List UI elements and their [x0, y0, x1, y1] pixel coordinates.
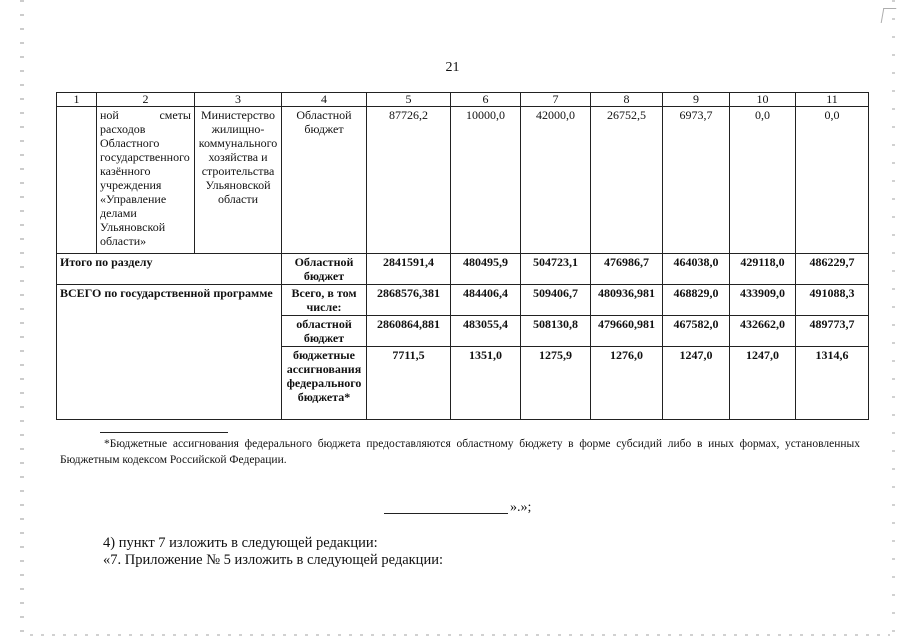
- column-number: 1: [57, 93, 97, 107]
- activity-description: ной сметы расходов Областного государственного казённого учреждения «Управление делами Ульяновской области»: [97, 107, 195, 254]
- value-cell: 479660,981: [591, 316, 663, 347]
- value-cell: 2841591,4: [367, 254, 451, 285]
- section-total-label: Итого по разделу: [57, 254, 282, 285]
- value-cell: 1314,6: [796, 347, 869, 420]
- value-cell: 509406,7: [521, 285, 591, 316]
- value-cell: 42000,0: [521, 107, 591, 254]
- footnote: *Бюджетные ассигнования федерального бюджета предоставляются областному бюджету в форме субсидий либо в иных формах, установленных Бюджетным кодексом Российской Федерации.: [60, 438, 860, 466]
- program-total-row: [57, 285, 869, 316]
- funding-source: Всего, в том числе:: [282, 285, 367, 316]
- value-cell: 6973,7: [663, 107, 730, 254]
- value-cell: 26752,5: [591, 107, 663, 254]
- funding-source: областной бюджет: [282, 316, 367, 347]
- value-cell: 483055,4: [451, 316, 521, 347]
- value-cell: 484406,4: [451, 285, 521, 316]
- value-cell: 491088,3: [796, 285, 869, 316]
- column-number: 9: [663, 93, 730, 107]
- value-cell: 7711,5: [367, 347, 451, 420]
- funding-source: Областной бюджет: [282, 107, 367, 254]
- table-header-row: [57, 93, 869, 107]
- value-cell: 464038,0: [663, 254, 730, 285]
- value-cell: 1275,9: [521, 347, 591, 420]
- value-cell: 508130,8: [521, 316, 591, 347]
- value-cell: 2860864,881: [367, 316, 451, 347]
- value-cell: 1351,0: [451, 347, 521, 420]
- value-cell: 87726,2: [367, 107, 451, 254]
- value-cell: 480936,981: [591, 285, 663, 316]
- column-number: 3: [195, 93, 282, 107]
- value-cell: 1247,0: [730, 347, 796, 420]
- scan-corner-mark: [881, 8, 897, 23]
- funding-source: Областной бюджет: [282, 254, 367, 285]
- value-cell: 468829,0: [663, 285, 730, 316]
- program-total-label: ВСЕГО по государственной программе: [57, 285, 282, 420]
- funding-source: бюджетные ассигнования федерального бюджета*: [282, 347, 367, 420]
- value-cell: 429118,0: [730, 254, 796, 285]
- closing-mark: ».»;: [510, 500, 532, 515]
- value-cell: 504723,1: [521, 254, 591, 285]
- budget-table: [56, 92, 869, 420]
- column-number: 2: [97, 93, 195, 107]
- value-cell: 486229,7: [796, 254, 869, 285]
- closing-underline: [384, 513, 508, 514]
- column-number: 11: [796, 93, 869, 107]
- value-cell: 2868576,381: [367, 285, 451, 316]
- value-cell: 10000,0: [451, 107, 521, 254]
- value-cell: 432662,0: [730, 316, 796, 347]
- paragraph-item-4: 4) пункт 7 изложить в следующей редакции:: [103, 535, 378, 551]
- value-cell: 476986,7: [591, 254, 663, 285]
- column-number: 6: [451, 93, 521, 107]
- scan-bottom-edge: [30, 634, 890, 636]
- value-cell: 480495,9: [451, 254, 521, 285]
- column-number: 4: [282, 93, 367, 107]
- column-number: 8: [591, 93, 663, 107]
- page-number: 21: [445, 60, 460, 75]
- footnote-separator: [100, 432, 228, 433]
- paragraph-item-7: «7. Приложение № 5 изложить в следующей редакции:: [103, 552, 443, 568]
- scan-margin-left: [20, 0, 24, 640]
- executor-cell: Министерство жилищно-коммунального хозяйства и строительства Ульяновской области: [195, 107, 282, 254]
- column-number: 7: [521, 93, 591, 107]
- empty-cell: [57, 107, 97, 254]
- value-cell: 489773,7: [796, 316, 869, 347]
- section-total-row: [57, 254, 869, 285]
- value-cell: 467582,0: [663, 316, 730, 347]
- value-cell: 1276,0: [591, 347, 663, 420]
- column-number: 10: [730, 93, 796, 107]
- scan-margin-right: [892, 0, 895, 640]
- value-cell: 0,0: [730, 107, 796, 254]
- value-cell: 1247,0: [663, 347, 730, 420]
- value-cell: 433909,0: [730, 285, 796, 316]
- value-cell: 0,0: [796, 107, 869, 254]
- table-row: [57, 107, 869, 254]
- column-number: 5: [367, 93, 451, 107]
